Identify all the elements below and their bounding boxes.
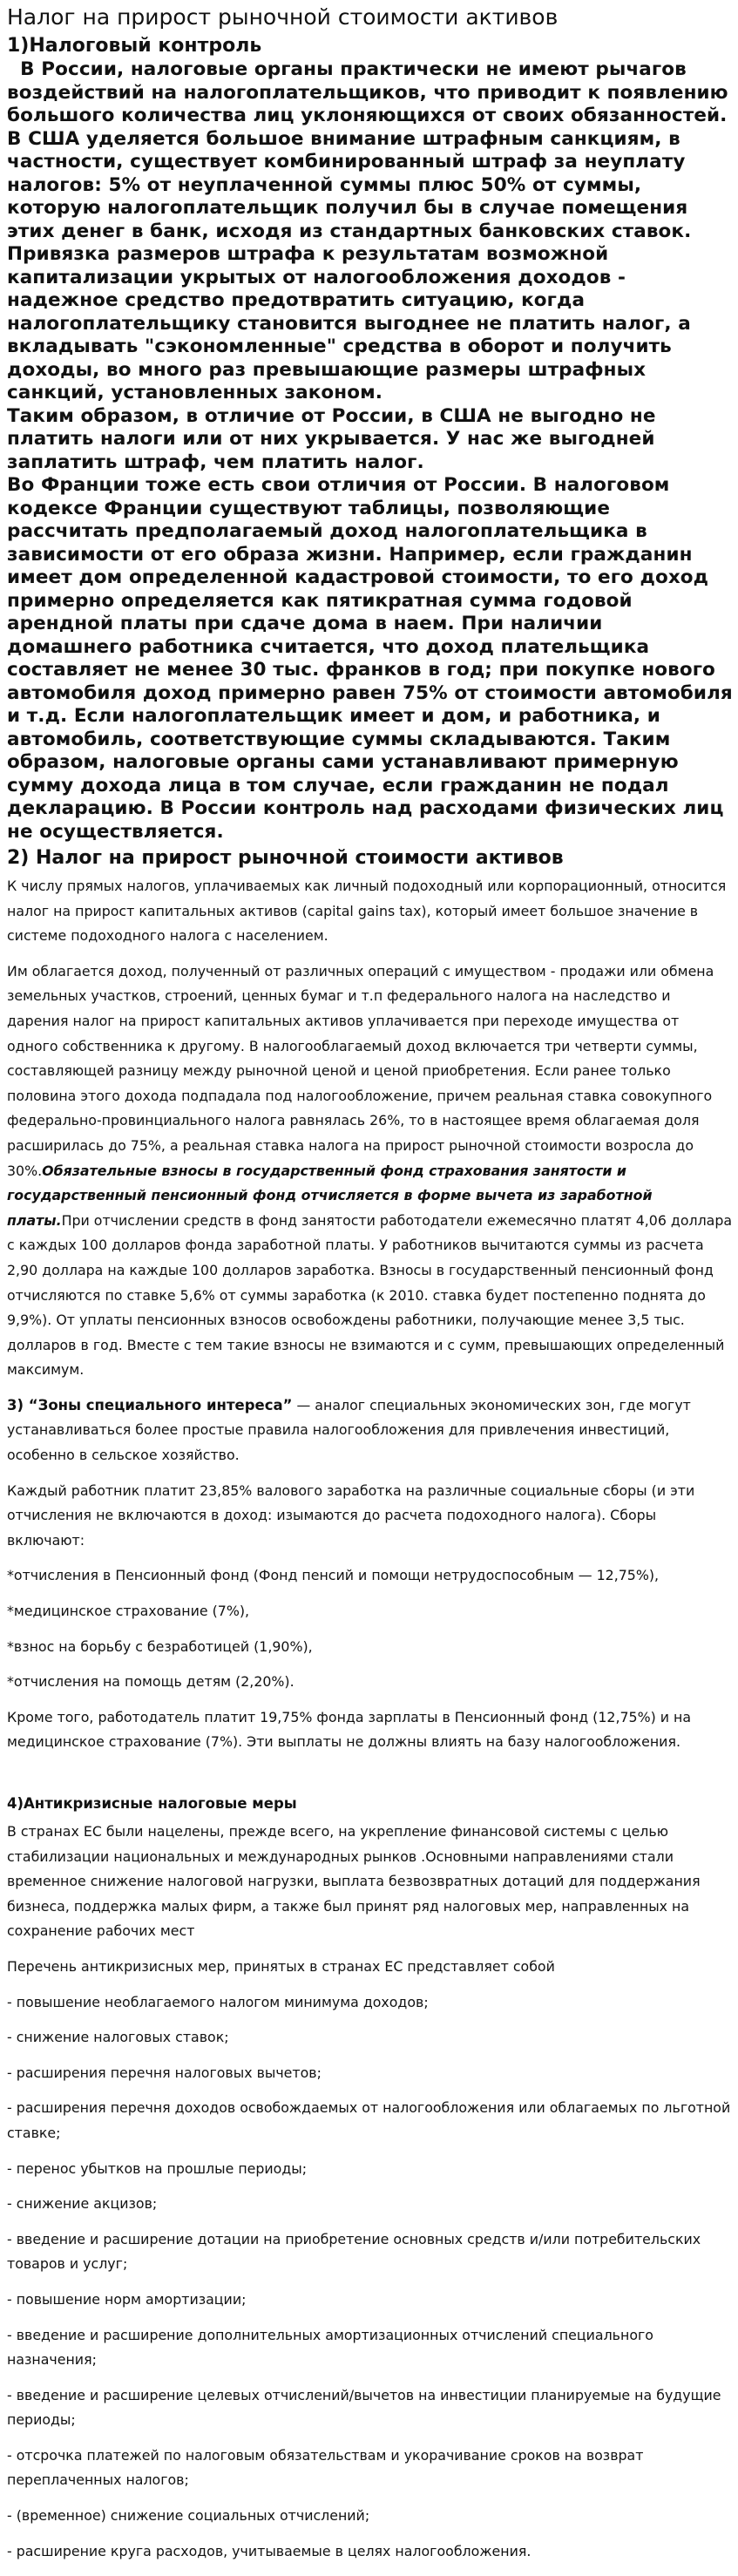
list-item: - снижение акцизов; — [7, 2195, 158, 2213]
section-1-paragraph: Таким образом, в отличие от России, в США не выгодно не платить налоги или от них укрывается. У нас же выгодней заплатить штраф, чем платить налог. — [7, 404, 656, 473]
list-item: *взнос на борьбу с безработицей (1,90%), — [7, 1637, 313, 1655]
list-item: - расширения перечня доходов освобождаемых от налогообложения или облагаемых по льготной ставке; — [7, 2099, 731, 2141]
section-2-emphasis: Обязательные взносы в государственный фонд страхования занятости и государственный пенсионный фонд отчисляется в форме вычета из заработной платы. — [7, 1162, 653, 1229]
section-1-heading: 1)Налоговый контроль — [7, 35, 262, 57]
list-item: - повышение необлагаемого налогом минимума доходов; — [7, 1993, 429, 2010]
list-item: *отчисления на помощь детям (2,20%). — [7, 1673, 295, 1691]
list-item: *медицинское страхование (7%), — [7, 1603, 250, 1620]
list-item: - введение и расширение дополнительных амортизационных отчислений специального назначения; — [7, 2326, 653, 2369]
section-3-heading: 3) “Зоны специального интереса” — [7, 1396, 293, 1413]
list-item: - (временное) снижение социальных отчислений; — [7, 2507, 370, 2525]
section-3-text: — аналог специальных экономических зон, где могут устанавливаться более простые правила налогообложения для привлечения инвестиций, особенно в сельское хозяйство. — [7, 1396, 691, 1464]
section-2-paragraph: К числу прямых налогов, уплачиваемых как личный подоходный или корпорационный, относится налог на прирост капитальных активов (capital gains tax), который имеет большое значение в системе подоходного налога с населением. — [7, 878, 727, 945]
spacer — [7, 1779, 733, 1792]
section-3-paragraph — [7, 1393, 733, 1468]
list-item: - повышение норм амортизации; — [7, 2290, 247, 2308]
list-item: - отсрочка платежей по налоговым обязательствам и укорачивание сроков на возврат переплаченных налогов; — [7, 2446, 644, 2489]
list-item: - введение и расширение целевых отчислений/вычетов на инвестиции планируемые на будущие периоды; — [7, 2386, 721, 2429]
section-2-paragraph — [7, 959, 733, 1383]
section-1-paragraph: Во Франции тоже есть свои отличия от России. В налоговом кодексе Франции существуют таблицы, позволяющие рассчитать предполагаемый доход налогоплательщика в зависимости от его образа жизни. Например, если гражданин имеет дом определенной кадастровой стоимости, то его доход примерно определяется как пятикратная сумма годовой арендной платы при сдаче дома в наем. При наличии домашнего работника считается, что доход плательщика составляет не менее 30 тыс. франков в год; при покупке нового автомобиля доход примерно равен 75% от стоимости автомобиля и т.д. Если налогоплательщик имеет и дом, и работника, и автомобиль, соответствующие суммы складываются. Таким образом, налоговые органы сами устанавливают примерную сумму дохода лица в том случае, если гражданин не подал декларацию. В России контроль над расходами физических лиц не осуществляется. — [7, 474, 733, 843]
page-title: Налог на прирост рыночной стоимости активов — [7, 4, 559, 30]
list-item: - расширения перечня налоговых вычетов; — [7, 2064, 322, 2081]
list-item: - расширение круга расходов, учитываемые в целях налогообложения. — [7, 2542, 531, 2559]
list-item: - перенос убытков на прошлые периоды; — [7, 2159, 308, 2177]
section-4-paragraph: В странах ЕС были нацелены, прежде всего, на укрепление финансовой системы с целью стабилизации национальных и международных рынков .Основными направлениями стали временное снижение налоговой нагрузки, выплата безвозвратных дотаций для поддержания бизнеса, поддержка малых фирм, а также был принят ряд налоговых мер, направленных на сохранение рабочих мест — [7, 1823, 701, 1940]
list-item: - введение и расширение дотации на приобретение основных средств и/или потребительских товаров и услуг; — [7, 2230, 701, 2273]
section-4-paragraph: Перечень антикризисных мер, принятых в странах ЕС представляет собой — [7, 1957, 555, 1975]
list-item: - снижение налоговых ставок; — [7, 2029, 229, 2046]
section-3-paragraph: Каждый работник платит 23,85% валового заработка на различные социальные сборы (и эти отчисления не включаются в доход: изымаются до расчета подоходного налога). Сборы включают: — [7, 1481, 695, 1549]
section-4-heading: 4)Антикризисные налоговые меры — [7, 1795, 297, 1812]
spacer — [7, 1755, 733, 1779]
section-3-paragraph: Кроме того, работодатель платит 19,75% фонда зарплаты в Пенсионный фонд (12,75%) и на медицинское страхование (7%). Эти выплаты не должны влиять на базу налогообложения. — [7, 1708, 692, 1751]
section-1-paragraph: В США уделяется большое внимание штрафным санкциям, в частности, существует комбинированный штраф за неуплату налогов: 5% от неуплаченной суммы плюс 50% от суммы, которую налогоплательщик получил бы в случае помещения этих денег в банк, исходя из стандартных банковских ставок. Привязка размеров штрафа к результатам возможной капитализации укрытых от налогообложения доходов - надежное средство предотвратить ситуацию, когда налогоплательщику становится выгоднее не платить налог, а вкладывать "сэкономленные" средства в оборот и получить доходы, во много раз превышающие размеры штрафных санкций, установленных законом. — [7, 127, 692, 403]
section-2-heading: 2) Налог на прирост рыночной стоимости активов — [7, 847, 564, 869]
section-2-text: Им облагается доход, полученный от различных операций с имуществом - продажи или обмена земельных участков, строений, ценных бумаг и т.п федерального налога на наследство и дарения налог на прирост капитальных активов уплачивается при переходе имущества от одного собственника к другому. В налогооблагаемый доход включается три четверти суммы, составляющей разницу между рыночной ценой и ценой приобретения. Если ранее только половина этого дохода подпадала под налогообложение, причем реальная ставка совокупного федерально-провинциального налога равнялась 26%, то в настоящее время облагаемая доля расширилась до 75%, а реальная ставка налога на прирост рыночной стоимости возросла до 30%. — [7, 962, 714, 1179]
list-item: *отчисления в Пенсионный фонд (Фонд пенсий и помощи нетрудоспособным — 12,75%), — [7, 1567, 660, 1584]
section-2-text: При отчислении средств в фонд занятости работодатели ежемесячно платят 4,06 доллара с каждых 100 долларов фонда заработной платы. У работников вычитаются суммы из расчета 2,90 доллара на каждые 100 долларов заработка. Взносы в государственный пенсионный фонд отчисляются по ставке 5,6% от суммы заработка (к 2010. ставка будет постепенно поднята до 9,9%). От уплаты пенсионных взносов освобождены работники, получающие менее 3,5 тыс. долларов в год. Вместе с тем такие взносы не взимаются и с сумм, превышающих определенный максимум. — [7, 1211, 733, 1379]
section-1-paragraph: В России, налоговые органы практически не имеют рычагов воздействий на налогоплательщиков, что приводит к появлению большого количества лиц уклоняющихся от своих обязанностей. — [7, 58, 735, 126]
